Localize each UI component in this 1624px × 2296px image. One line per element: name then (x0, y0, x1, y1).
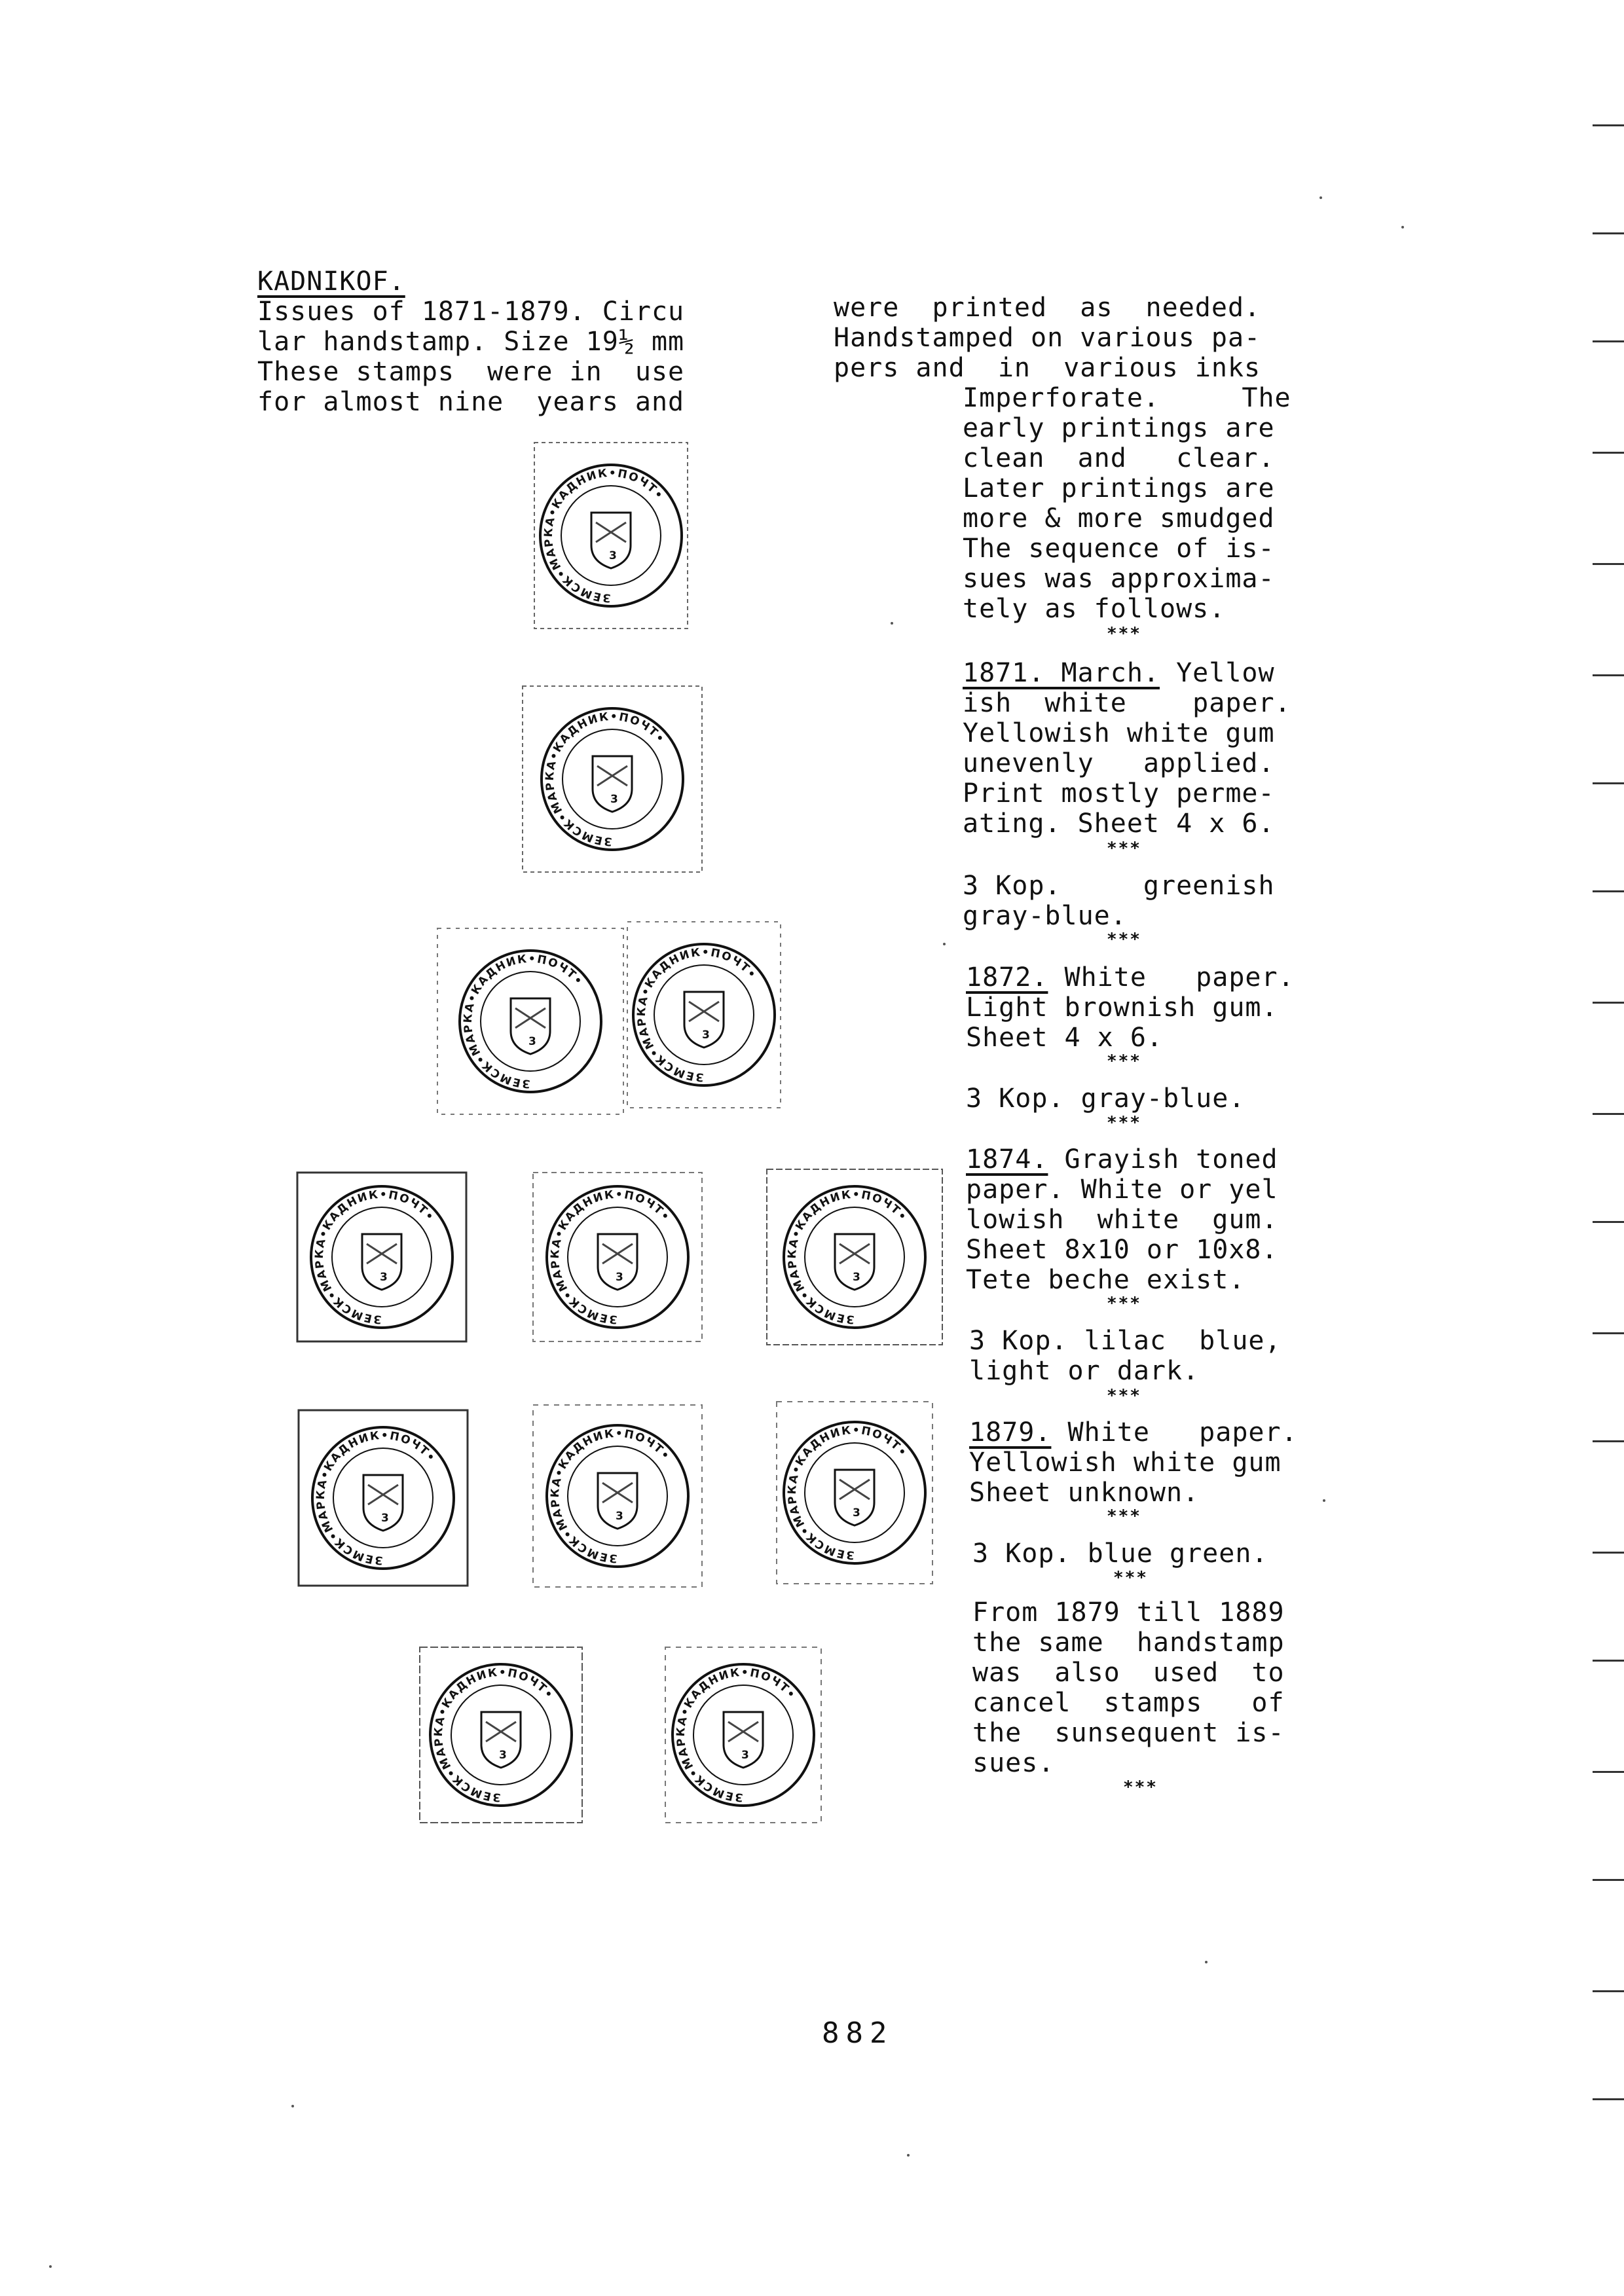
closing-line: From 1879 till 1889 (972, 1597, 1285, 1628)
binding-mark (1593, 782, 1624, 784)
stamp-image (416, 1643, 586, 1827)
separator-stars: *** (1107, 1386, 1141, 1406)
scan-speck (1401, 226, 1404, 228)
issue-line: Print mostly perme- (963, 778, 1275, 809)
stamp-value: 3 (609, 549, 618, 562)
separator-stars: *** (1107, 1506, 1141, 1526)
page-number: 882 (822, 2016, 894, 2050)
stamp-image (432, 923, 629, 1120)
right-top-line: pers and in various inks (834, 353, 1261, 383)
issue-1874-heading (966, 1144, 1278, 1175)
issue-1872-heading (966, 962, 1295, 993)
scan-speck (1205, 1961, 1208, 1963)
narrow-line: more & more smudged (963, 503, 1275, 534)
stamp-value: 3 (499, 1749, 508, 1762)
stamp-legend: ЗЕМСК•МАРКА•КАДНИК•ПОЧТ• (543, 710, 668, 848)
intro-line: Issues of 1871-1879. Circu (257, 297, 685, 327)
binding-mark (1593, 1113, 1624, 1115)
binding-mark (1593, 674, 1624, 676)
issue-line: Sheet 4 x 6. (966, 1023, 1163, 1053)
scan-speck (907, 2154, 910, 2157)
stamp-image (295, 1406, 471, 1590)
binding-mark (1593, 232, 1624, 234)
stamp-value: 3 (853, 1506, 862, 1520)
scan-speck (49, 2265, 52, 2268)
value-line: 3 Kop. greenish (963, 871, 1275, 901)
issue-line: paper. White or yel (966, 1175, 1278, 1205)
stamp-legend: ЗЕМСК•МАРКА•КАДНИК•ПОЧТ• (785, 1423, 910, 1562)
separator-stars: *** (1113, 1568, 1148, 1588)
scan-speck (1323, 1499, 1325, 1502)
stamp-legend: ЗЕМСК•МАРКА•КАДНИК•ПОЧТ• (674, 1666, 799, 1804)
value-line: gray-blue. (963, 901, 1127, 931)
stamp-value: 3 (380, 1271, 389, 1284)
stamp-legend: ЗЕМСК•МАРКА•КАДНИК•ПОЧТ• (548, 1427, 673, 1565)
intro-line: These stamps were in use (257, 357, 685, 387)
closing-line: cancel stamps of (972, 1688, 1285, 1718)
binding-mark (1593, 1990, 1624, 1992)
stamp-value: 3 (741, 1749, 750, 1762)
issue-line: Yellowish white gum (963, 718, 1275, 748)
narrow-line: sues was approxima- (963, 564, 1275, 594)
intro-line: lar handstamp. Size 19½ mm (257, 327, 685, 357)
stamp-legend: ЗЕМСК•МАРКА•КАДНИК•ПОЧТ• (785, 1188, 910, 1326)
issue-year: 1874. (966, 1144, 1048, 1175)
issue-line: Light brownish gum. (966, 993, 1278, 1023)
narrow-line: Imperforate. The (963, 383, 1291, 413)
value-line: 3 Kop. blue green. (972, 1539, 1268, 1569)
stamp-image (773, 1398, 936, 1588)
binding-mark (1593, 563, 1624, 565)
separator-stars: *** (1107, 624, 1141, 644)
closing-line: the sunsequent is- (972, 1718, 1285, 1748)
right-top-line: Handstamped on various pa- (834, 323, 1261, 353)
stamp-image (661, 1643, 825, 1827)
stamp-image (517, 681, 707, 877)
separator-stars: *** (1107, 1294, 1141, 1313)
issue-line: Sheet 8x10 or 10x8. (966, 1235, 1278, 1265)
separator-stars: *** (1107, 930, 1141, 949)
issue-text: White paper. (1051, 1417, 1298, 1448)
issue-text: White paper. (1048, 962, 1295, 993)
stamp-legend: ЗЕМСК•МАРКА•КАДНИК•ПОЧТ• (432, 1666, 557, 1804)
closing-line: the same handstamp (972, 1628, 1285, 1658)
narrow-line: Later printings are (963, 473, 1275, 503)
binding-mark (1593, 1552, 1624, 1554)
binding-mark (1593, 452, 1624, 454)
value-line: 3 Kop. lilac blue, (969, 1326, 1282, 1356)
binding-mark (1593, 1771, 1624, 1773)
value-line: 3 Kop. gray-blue. (966, 1084, 1246, 1114)
binding-mark (1593, 124, 1624, 126)
issue-line: Tete beche exist. (966, 1265, 1246, 1295)
stamp-legend: ЗЕМСК•МАРКА•КАДНИК•ПОЧТ• (314, 1429, 439, 1567)
issue-line: Sheet unknown. (969, 1478, 1200, 1508)
binding-mark (1593, 2098, 1624, 2100)
issue-year: 1871. March. (963, 658, 1160, 688)
stamp-legend: ЗЕМСК•МАРКА•КАДНИК•ПОЧТ• (312, 1188, 437, 1326)
stamp-value: 3 (381, 1512, 390, 1525)
issue-text: Yellow (1159, 658, 1275, 688)
binding-mark (1593, 1221, 1624, 1223)
stamp-image (293, 1169, 470, 1345)
binding-mark (1593, 1002, 1624, 1004)
issue-line: Yellowish white gum (969, 1448, 1282, 1478)
stamp-value: 3 (610, 793, 619, 806)
separator-stars: *** (1107, 1051, 1141, 1071)
binding-mark (1593, 1879, 1624, 1881)
value-line: light or dark. (969, 1356, 1200, 1386)
scan-speck (1320, 196, 1322, 199)
binding-mark (1593, 1660, 1624, 1662)
issue-line: lowish white gum. (966, 1205, 1278, 1235)
issue-line: ish white paper. (963, 688, 1291, 718)
closing-line: was also used to (972, 1658, 1285, 1688)
stamp-value: 3 (616, 1271, 625, 1284)
stamp-value: 3 (702, 1029, 711, 1042)
right-top-line: were printed as needed. (834, 293, 1261, 323)
narrow-line: The sequence of is- (963, 534, 1275, 564)
stamp-legend: ЗЕМСК•МАРКА•КАДНИК•ПОЧТ• (461, 952, 586, 1091)
stamp-image (529, 1169, 706, 1345)
stamp-legend: ЗЕМСК•МАРКА•КАДНИК•ПОЧТ• (635, 945, 760, 1084)
stamp-image (529, 1401, 706, 1591)
intro-line: for almost nine years and (257, 387, 685, 417)
scan-speck (943, 943, 946, 945)
scan-speck (291, 2105, 294, 2107)
narrow-line: clean and clear. (963, 443, 1275, 473)
stamp-image (529, 437, 693, 634)
binding-mark (1593, 890, 1624, 892)
issue-text: Grayish toned (1048, 1144, 1278, 1175)
stamp-value: 3 (853, 1271, 862, 1284)
section-heading: KADNIKOF. (257, 266, 405, 297)
stamp-legend: ЗЕМСК•МАРКА•КАДНИК•ПОЧТ• (548, 1188, 673, 1326)
separator-stars: *** (1107, 839, 1141, 858)
narrow-line: tely as follows. (963, 594, 1226, 624)
separator-stars: *** (1123, 1777, 1158, 1797)
scan-speck (891, 622, 893, 625)
binding-mark (1593, 1332, 1624, 1334)
stamp-image (763, 1165, 946, 1349)
stamp-value: 3 (528, 1035, 538, 1048)
separator-stars: *** (1107, 1113, 1141, 1133)
closing-line: sues. (972, 1748, 1055, 1778)
narrow-line: early printings are (963, 413, 1275, 443)
issue-line: unevenly applied. (963, 748, 1275, 778)
stamp-value: 3 (616, 1510, 625, 1523)
issue-year: 1872. (966, 962, 1048, 993)
binding-mark (1593, 1440, 1624, 1442)
binding-mark (1593, 340, 1624, 342)
issue-1871-heading (963, 658, 1275, 688)
stamp-image (622, 917, 786, 1113)
stamp-legend: ЗЕМСК•МАРКА•КАДНИК•ПОЧТ• (542, 466, 667, 605)
issue-year: 1879. (969, 1417, 1052, 1448)
issue-1879-heading (969, 1417, 1298, 1448)
issue-line: ating. Sheet 4 x 6. (963, 809, 1275, 839)
